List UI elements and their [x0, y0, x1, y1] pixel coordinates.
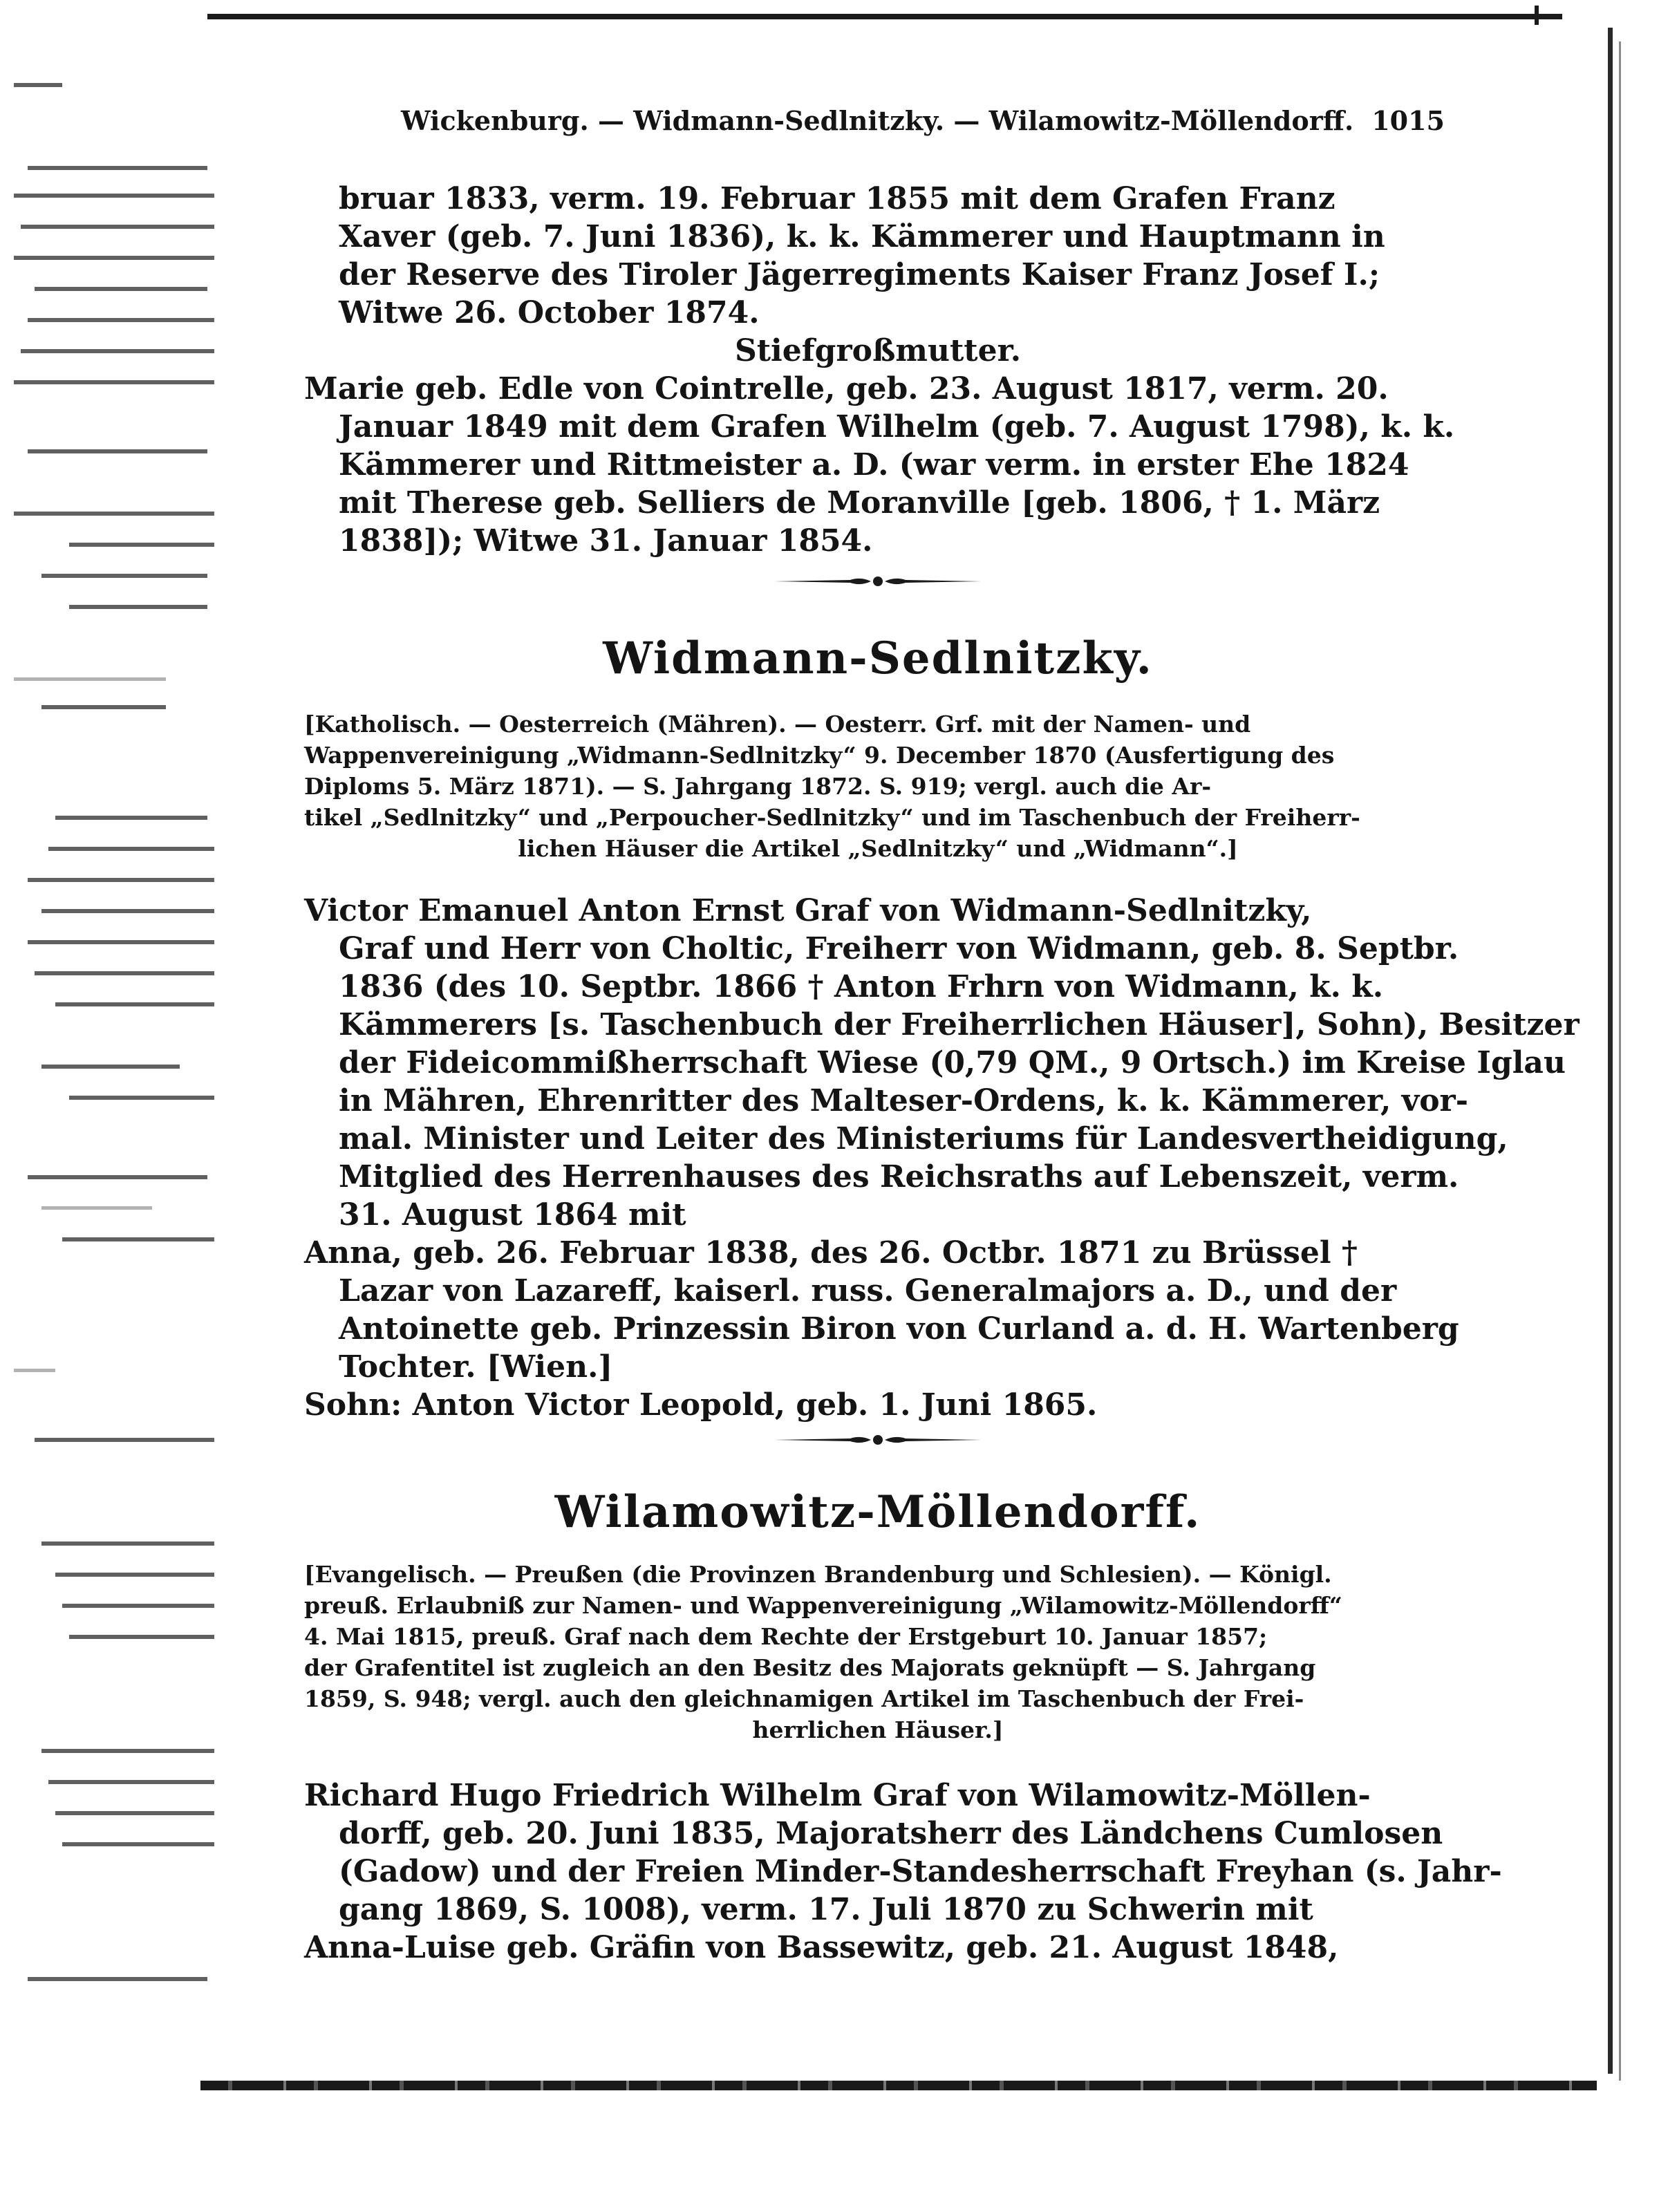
text-line: 4. Mai 1815, preuß. Graf nach dem Rechte der Erstgeburt 10. Januar 1857;: [304, 1623, 1268, 1650]
text-line: Graf und Herr von Choltic, Freiherr von Widmann, geb. 8. Septbr.: [339, 931, 1459, 966]
text-line: [Katholisch. — Oesterreich (Mähren). — Oesterr. Grf. mit der Namen- und: [304, 711, 1251, 738]
widmann-victor-entry: [304, 892, 1580, 1424]
text-line: der Grafentitel ist zugleich an den Besitz des Majorats geknüpft — S. Jahrgang: [304, 1654, 1316, 1681]
text-line: dorff, geb. 20. Juni 1835, Majoratsherr des Ländchens Cumlosen: [339, 1816, 1443, 1851]
right-border-shadow: [1619, 41, 1621, 2081]
text-line: 1859, S. 948; vergl. auch den gleichnamigen Artikel im Taschenbuch der Frei-: [304, 1685, 1304, 1712]
page-number: 1015: [1371, 105, 1445, 136]
text-line: mal. Minister und Leiter des Ministeriums für Landesvertheidigung,: [339, 1121, 1508, 1156]
widmann-intro: [304, 709, 1452, 864]
text-line: preuß. Erlaubniß zur Namen- und Wappenvereinigung „Wilamowitz-Möllendorff“: [304, 1592, 1342, 1619]
text-line: Xaver (geb. 7. Juni 1836), k. k. Kämmerer und Hauptmann in: [339, 219, 1385, 254]
text-line: 31. August 1864 mit: [339, 1197, 686, 1232]
text-line: gang 1869, S. 1008), verm. 17. Juli 1870 zu Schwerin mit: [339, 1892, 1313, 1927]
text-line: Richard Hugo Friedrich Wilhelm Graf von Wilamowitz-Möllen-: [304, 1778, 1371, 1813]
text-line: Kämmerer und Rittmeister a. D. (war verm. in erster Ehe 1824: [339, 447, 1409, 482]
step-grandmother-heading: Stiefgroßmutter.: [734, 333, 1022, 368]
running-head: [401, 105, 1445, 147]
text-line: (Gadow) und der Freien Minder-Standesherrschaft Freyhan (s. Jahr-: [339, 1854, 1502, 1889]
section-title-widmann: Widmann-Sedlnitzky.: [603, 632, 1153, 684]
text-line: herrlichen Häuser.]: [752, 1716, 1004, 1743]
text-line: 1838]); Witwe 31. Januar 1854.: [339, 523, 873, 559]
text-line: Anna, geb. 26. Februar 1838, des 26. Octbr. 1871 zu Brüssel †: [304, 1235, 1358, 1271]
text-line: Diploms 5. März 1871). — S. Jahrgang 1872. S. 919; vergl. auch die Ar-: [304, 773, 1212, 800]
text-line: Tochter. [Wien.]: [339, 1349, 613, 1385]
text-line: tikel „Sedlnitzky“ und „Perpoucher-Sedlnitzky“ und im Taschenbuch der Freiherr-: [304, 804, 1360, 831]
section-divider-ornament: [774, 1430, 982, 1450]
text-line: der Reserve des Tiroler Jägerregiments Kaiser Franz Josef I.;: [339, 257, 1380, 292]
text-line: Lazar von Lazareff, kaiserl. russ. Generalmajors a. D., und der: [339, 1273, 1397, 1309]
text-line: Wappenvereinigung „Widmann-Sedlnitzky“ 9. December 1870 (Ausfertigung des: [304, 742, 1335, 769]
text-line: lichen Häuser die Artikel „Sedlnitzky“ und „Widmann“.]: [518, 835, 1238, 862]
section-divider-ornament: [774, 571, 982, 592]
continuation-entry: [304, 180, 1455, 560]
running-head-text: Wickenburg. — Widmann-Sedlnitzky. — Wilamowitz-Möllendorff.: [401, 105, 1354, 136]
text-line: der Fideicommißherrschaft Wiese (0,79 QM., 9 Ortsch.) im Kreise Iglau: [339, 1045, 1566, 1080]
right-border-rule: [1608, 28, 1613, 2074]
top-border-corner: [1507, 6, 1539, 25]
text-line: Anna-Luise geb. Gräfin von Bassewitz, geb. 21. August 1848,: [304, 1930, 1339, 1965]
bottom-border-rule: [200, 2081, 1597, 2090]
text-line: Witwe 26. October 1874.: [339, 295, 760, 330]
text-line: Mitglied des Herrenhauses des Reichsraths auf Lebenszeit, verm.: [339, 1159, 1459, 1194]
text-line: Victor Emanuel Anton Ernst Graf von Widmann-Sedlnitzky,: [304, 893, 1312, 928]
text-line: bruar 1833, verm. 19. Februar 1855 mit dem Grafen Franz: [339, 181, 1335, 216]
section-title-wilamowitz: Wilamowitz-Möllendorff.: [554, 1486, 1201, 1538]
bleed-through-facing-page: [0, 55, 228, 2060]
text-line: in Mähren, Ehrenritter des Malteser-Ordens, k. k. Kämmerer, vor-: [339, 1083, 1468, 1118]
text-line: Sohn: Anton Victor Leopold, geb. 1. Juni 1865.: [304, 1387, 1098, 1423]
top-border-rule: [207, 14, 1562, 19]
text-line: [Evangelisch. — Preußen (die Provinzen Brandenburg und Schlesien). — Königl.: [304, 1561, 1332, 1588]
wilamowitz-intro: [304, 1559, 1452, 1745]
text-line: Januar 1849 mit dem Grafen Wilhelm (geb. 7. August 1798), k. k.: [339, 409, 1455, 444]
text-line: 1836 (des 10. Septbr. 1866 † Anton Frhrn von Widmann, k. k.: [339, 969, 1384, 1004]
text-line: Marie geb. Edle von Cointrelle, geb. 23. August 1817, verm. 20.: [304, 371, 1389, 406]
text-line: mit Therese geb. Selliers de Moranville [geb. 1806, † 1. März: [339, 485, 1380, 521]
text-line: Antoinette geb. Prinzessin Biron von Curland a. d. H. Wartenberg: [339, 1311, 1459, 1347]
wilamowitz-richard-entry: [304, 1777, 1502, 1967]
text-line: Kämmerers [s. Taschenbuch der Freiherrlichen Häuser], Sohn), Besitzer: [339, 1007, 1580, 1042]
